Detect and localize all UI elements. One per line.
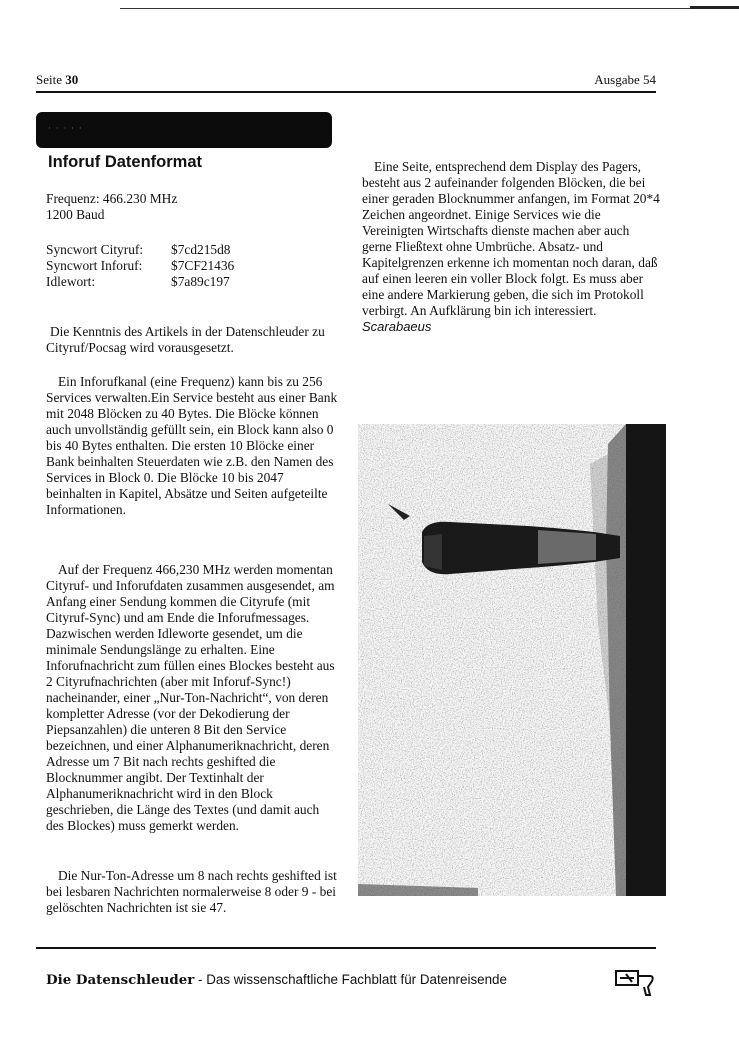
sync-value: $7a89c197	[171, 274, 230, 289]
article-title: Inforuf Datenformat	[48, 153, 202, 171]
author-signature: Scarabaeus	[362, 319, 432, 334]
sync-value: $7CF21436	[171, 258, 235, 273]
page-label: Seite	[36, 72, 62, 87]
magazine-name: Die Datenschleuder	[46, 972, 195, 988]
paragraph-address: Die Nur-Ton-Adresse um 8 nach rechts geshifted ist bei lesbaren Nachrichten normalerweise 8 oder 9 - bei gelöschten Nachrichten ist sie 47.	[46, 868, 337, 916]
paragraph-prerequisite: Die Kenntnis des Artikels in der Datenschleuder zu Cityruf/Pocsag wird vorausgesetzt.	[46, 324, 325, 356]
paragraph-page-format: Eine Seite, entsprechend dem Display des Pagers, besteht aus 2 aufeinander folgenden Blöcken, die bei einer geraden Blocknummer anfangen, im Format 20*4 Zeichen angeordnet. Einige Services wie die Vereinigten Wirtschafts dienste machen aber auch gerne Fließtext ohne Umbrüche. Absatz- und Kapitelgrenzen erkenne ich momentan noch daran, daß auf einen leeren ein voller Block folgt. Es muss aber eine andere Markierung geben, die sich im Protokoll verbirgt. An Aufklärung bin ich interessiert.	[362, 159, 660, 318]
section-banner	[36, 112, 332, 148]
chaos-knot-icon	[612, 967, 656, 997]
sync-key: Syncwort Cityruf:	[46, 242, 144, 257]
top-scan-rule	[120, 8, 739, 9]
sync-row	[46, 274, 340, 290]
page-number-value: 30	[65, 72, 79, 87]
frequency-line: Frequenz: 466.230 MHz	[46, 191, 178, 206]
paragraph-frequency: Auf der Frequenz 466,230 MHz werden momentan Cityruf- und Inforufdaten zusammen ausgesendet, am Anfang einer Sendung kommen die Cityrufe (mit Cityruf-Sync) und am Ende die Inforufmessages. Dazwischen werden Idleworte gesendet, um die minimale Sendungslänge zu erhalten. Eine Inforufnachricht zum füllen eines Blockes besteht aus 2 Cityrufnachrichten (aber mit Inforuf-Sync!) nacheinander, einer „Nur-Ton-Nachricht“, von deren kompletter Adresse (vor der Dekodierung der Piepsanzahlen) die unteren 8 Bit den Service bezeichnen, und einer Alphanumeriknachricht, deren Adresse um 7 Bit nach rechts geshifted die Blocknummer angibt. Der Textinhalt der Alphanumeriknachricht wird in den Block geschrieben, die Länge des Textes (und damit auch des Blockes) muss gemerkt werden.	[46, 562, 335, 834]
sync-row	[46, 242, 340, 258]
sync-key: Syncwort Inforuf:	[46, 258, 143, 273]
pager-photo-graphic	[358, 424, 666, 896]
baud-line: 1200 Baud	[46, 207, 105, 222]
pager-photo	[358, 424, 666, 896]
paragraph-channel: Ein Inforufkanal (eine Frequenz) kann bis zu 256 Services verwalten.Ein Service besteht aus einer Bank mit 2048 Blöcken zu 40 Bytes. Die Blöcke können auch unvollständig gefüllt sein, ein Block kann also 0 bis 40 Bytes enthalten. Die ersten 10 Blöcke einer Bank beinhalten Steuerdaten wie z.B. den Namen des Services in Block 0. Die Blöcke 10 bis 2047 beinhalten in Kapitel, Absätze und Seiten aufgeteilte Informationen.	[46, 374, 338, 518]
page-number	[36, 72, 78, 88]
banner-text: · · · · ·	[48, 124, 83, 134]
issue-label: Ausgabe 54	[594, 72, 656, 87]
sync-key: Idlewort:	[46, 274, 96, 289]
footer-rule	[36, 947, 656, 949]
right-column	[362, 159, 662, 335]
top-scan-mark	[690, 6, 739, 9]
header-rule	[36, 91, 656, 93]
sync-row	[46, 258, 340, 274]
page-header	[36, 70, 656, 90]
page-footer	[46, 972, 646, 988]
magazine-tagline: - Das wissenschaftliche Fachblatt für Datenreisende	[194, 972, 507, 987]
frequency-block	[46, 191, 340, 223]
sync-table	[46, 242, 340, 290]
sync-value: $7cd215d8	[171, 242, 231, 257]
